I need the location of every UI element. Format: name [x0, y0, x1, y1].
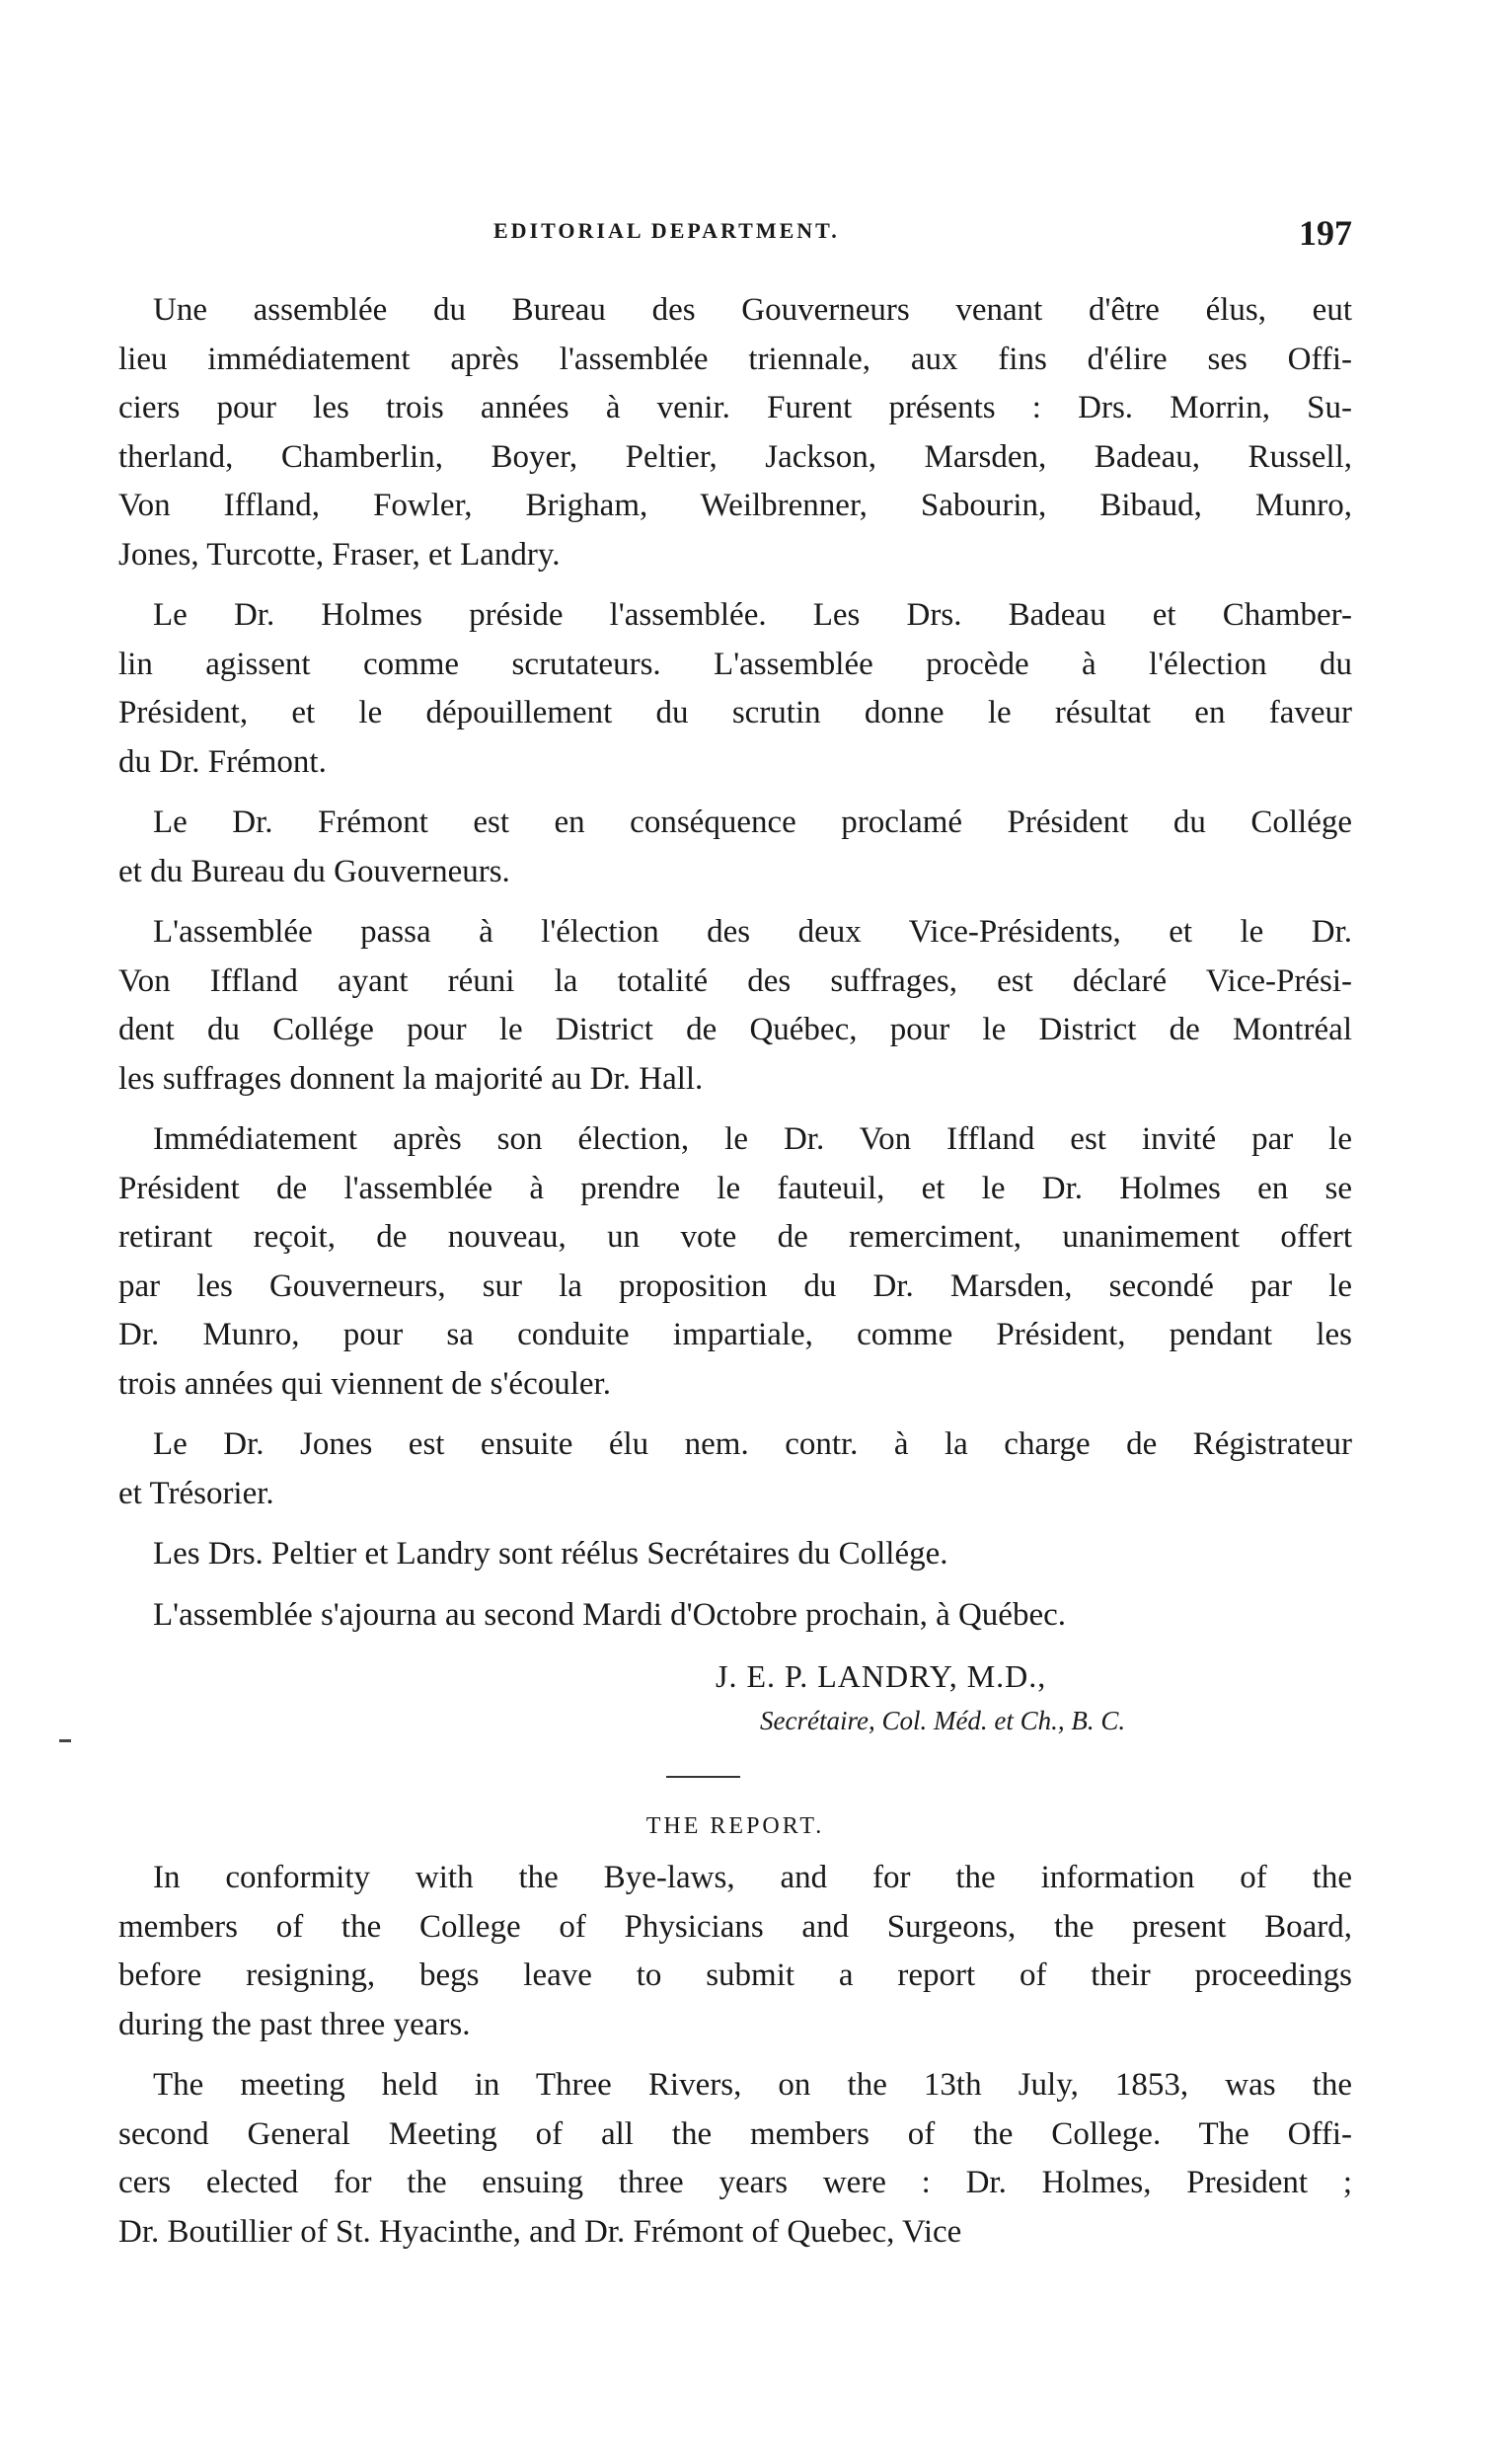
- running-head: EDITORIAL DEPARTMENT.: [493, 218, 840, 243]
- text-line: Dr. Boutillier of St. Hyacinthe, and Dr. Frémont of Quebec, Vice: [118, 2213, 962, 2250]
- text-line: second General Meeting of all the members of the College. The Offi-: [118, 2115, 1352, 2152]
- text-line: Le Dr. Holmes préside l'assemblée. Les Drs. Badeau et Chamber-: [153, 597, 1352, 633]
- text-line: et du Bureau du Gouverneurs.: [118, 853, 510, 889]
- paragraph: [118, 799, 1352, 896]
- text-line: et Trésorier.: [118, 1475, 274, 1511]
- paragraph: [118, 1420, 1352, 1518]
- text-line: Une assemblée du Bureau des Gouverneurs venant d'être élus, eut: [153, 292, 1352, 328]
- text-line: Président de l'assemblée à prendre le fauteuil, et le Dr. Holmes en se: [118, 1170, 1352, 1206]
- text-line: therland, Chamberlin, Boyer, Peltier, Jackson, Marsden, Badeau, Russell,: [118, 438, 1352, 475]
- text-line: before resigning, begs leave to submit a report of their proceedings: [118, 1957, 1352, 1993]
- text-line: Jones, Turcotte, Fraser, et Landry.: [118, 536, 561, 573]
- text-line: Dr. Munro, pour sa conduite impartiale, comme Président, pendant les: [118, 1317, 1352, 1352]
- paragraph: [118, 1854, 1352, 2049]
- text-line: retirant reçoit, de nouveau, un vote de remerciment, unanimement offert: [118, 1219, 1352, 1255]
- text-line: du Dr. Frémont.: [118, 743, 327, 780]
- section-title: THE REPORT.: [645, 1813, 825, 1839]
- text-line: ciers pour les trois années à venir. Furent présents : Drs. Morrin, Su-: [118, 390, 1352, 425]
- signature-block: [118, 1651, 1352, 1740]
- text-line: Von Iffland ayant réuni la totalité des suffrages, est déclaré Vice-Prési-: [118, 962, 1352, 999]
- page-body: [118, 286, 1352, 2268]
- text-line: L'assemblée passa à l'élection des deux Vice-Présidents, et le Dr.: [153, 914, 1352, 950]
- text-line: par les Gouverneurs, sur la proposition du Dr. Marsden, secondé par le: [118, 1267, 1352, 1304]
- text-line: L'assemblée s'ajourna au second Mardi d'Octobre prochain, à Québec.: [153, 1596, 1066, 1633]
- text-line: Le Dr. Frémont est en conséquence proclamé Président du Collége: [153, 805, 1352, 840]
- text-line: Président, et le dépouillement du scrutin donne le résultat en faveur: [118, 695, 1352, 730]
- paragraph: [118, 1530, 1352, 1579]
- text-line: cers elected for the ensuing three years were : Dr. Holmes, President ;: [118, 2165, 1352, 2200]
- minutes-section: [118, 286, 1352, 1640]
- text-line: trois années qui viennent de s'écouler.: [118, 1365, 611, 1402]
- signature-name: J. E. P. LANDRY, M.D.,: [716, 1658, 1047, 1694]
- paragraph: [118, 1115, 1352, 1409]
- margin-mark: [59, 1739, 71, 1742]
- text-line: members of the College of Physicians and Surgeons, the present Board,: [118, 1908, 1352, 1945]
- paragraph: [118, 1591, 1352, 1641]
- text-line: lin agissent comme scrutateurs. L'assemblée procède à l'élection du: [118, 646, 1352, 682]
- text-line: Les Drs. Peltier et Landry sont réélus Secrétaires du Collége.: [153, 1536, 948, 1572]
- text-line: dent du Collége pour le District de Québec, pour le District de Montréal: [118, 1012, 1352, 1047]
- text-line: Immédiatement après son élection, le Dr. Von Iffland est invité par le: [153, 1121, 1352, 1157]
- text-line: lieu immédiatement après l'assemblée triennale, aux fins d'élire ses Offi-: [118, 341, 1352, 377]
- report-section: [118, 1854, 1352, 2257]
- text-line: Le Dr. Jones est ensuite élu nem. contr. à la charge de Régistrateur: [153, 1426, 1352, 1462]
- text-line: The meeting held in Three Rivers, on the 13th July, 1853, was the: [153, 2067, 1352, 2103]
- page-header: [118, 212, 1352, 262]
- text-line: les suffrages donnent la majorité au Dr. Hall.: [118, 1060, 704, 1097]
- paragraph: [118, 2061, 1352, 2257]
- paragraph: [118, 908, 1352, 1104]
- text-line: during the past three years.: [118, 2006, 471, 2042]
- paragraph: [118, 286, 1352, 579]
- paragraph: [118, 591, 1352, 787]
- text-line: In conformity with the Bye-laws, and for the information of the: [153, 1860, 1352, 1895]
- text-line: Von Iffland, Fowler, Brigham, Weilbrenner, Sabourin, Bibaud, Munro,: [118, 488, 1352, 523]
- page-number: 197: [1299, 213, 1352, 253]
- signature-title: Secrétaire, Col. Méd. et Ch., B. C.: [760, 1706, 1126, 1735]
- section-divider: [666, 1776, 740, 1778]
